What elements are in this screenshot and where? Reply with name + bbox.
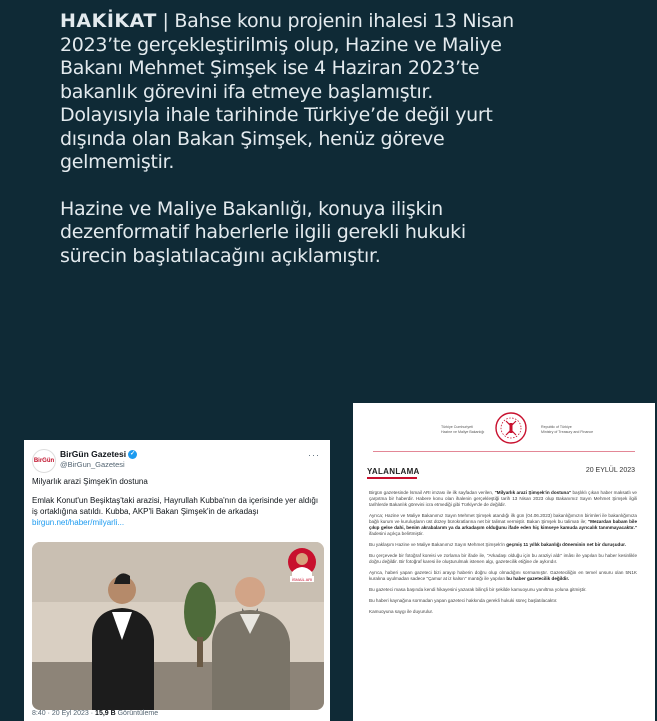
letter-header-en xyxy=(541,425,593,435)
tweet-body: Emlak Konut'un Beşiktaş'taki arazisi, Hayrullah Kubba'nın da içerisinde yer aldığı iş ortaklığına satıldı. Kubba, AKP'li Bakan Şimşek'in de arkadaşı xyxy=(32,496,319,516)
verdict-paragraph-1 xyxy=(60,10,530,175)
letter-paragraph xyxy=(369,490,637,508)
letter-text: Ayrıca, haberi yapan gazeteci bizi arayıp haberin doğru olup olmadığını sormamıştır. Gazeteciliğin en temel unsuru olan 5N1K kuralına uyulmadan sadece "Çamur at iz kalsın" mantığı ile yapılan xyxy=(369,570,637,581)
tweet-handle[interactable]: @BirGun_Gazetesi xyxy=(60,460,125,469)
verdict-tag: HAKİKAT xyxy=(60,10,157,32)
letter-date: 20 EYLÜL 2023 xyxy=(585,467,635,474)
letter-title-underline xyxy=(367,477,417,479)
letter-paragraph: Bu çerçevede bir fotoğraf koreisi ve zorlama bir ifade ile, "Arkadaşı olduğu için bu araziyi aldı" imâsı ile yapılan bu haber kesinlikle doğru değildir. Bir fotoğraf karesi ile oluşturulmak istenen algı, gazetecilik etiğine de aykırıdır. xyxy=(369,553,637,564)
letter-paragraph: Bu gazeteci masa başında kendi hikayesini yazarak bilinçli bir şekilde kamuoyunu yanıltma yoluna gitmiştir. xyxy=(369,587,587,592)
verdict-text-block xyxy=(60,10,530,268)
tweet-link[interactable]: birgun.net/haber/milyarli... xyxy=(32,518,125,527)
more-options-icon[interactable]: ··· xyxy=(308,450,320,460)
letter-header-en-line2: Ministry of Treasury and Finance xyxy=(541,430,594,434)
photo-caption: İSMAİL ARI xyxy=(291,577,313,582)
letter-quote: "Milyarlık arazi Şimşek'in dostuna" xyxy=(494,490,572,495)
letter-paragraph xyxy=(369,542,637,548)
verdict-text-1: Bahse konu projenin ihalesi 13 Nisan 2023’te gerçekleştirilmiş olup, Hazine ve Maliye Bakanı Mehmet Şimşek ise 4 Haziran 2023’te bakanlık görevini ifa etmeye başlamıştır. Dolayısıyla ihale tarihinde Türkiye’de değil yurt dışında olan Bakan Şimşek, henüz göreve gelmemiştir. xyxy=(60,10,514,173)
letter-text: başlıklı çıkan haber maksatlı ve çarpıtma bir haberdir. Habere konu olan ihalenin gerçekleştiği tarih 13 Nisan 2023 olup Bakanımız Sayın Mehmet Şimşek ilgili tarihlerde Bakanlık görevini icra etmediği gibi Türkiye'de de değildir. xyxy=(369,490,637,507)
letter-text: Ayrıca; Hazine ve Maliye Bakanımız Sayın Mehmet Şimşek atandığı ilk gün (04.06.2023) bakanlığımızın birimleri ile bakanlığımıza bağlı kurum ve kuruluşların üst düzey bürokratlarına net bir talimat vermiştir. Bakan Şimşek bu talimatı ile; xyxy=(369,513,637,524)
tweet-card xyxy=(24,440,330,721)
letter-body xyxy=(369,490,637,620)
tweet-photo[interactable] xyxy=(32,542,324,710)
tweet-headline: Milyarlık arazi Şimşek'in dostuna xyxy=(32,477,148,486)
letter-paragraph xyxy=(369,570,637,582)
verdict-separator: | xyxy=(156,10,175,32)
denial-letter xyxy=(353,403,655,721)
birgun-avatar[interactable]: BirGün xyxy=(32,449,56,473)
letter-title: YALANLAMA xyxy=(367,467,420,476)
letter-text: Birgün gazetesinde İsmail ARI imzası ile ilk sayfadan verilen, xyxy=(369,490,495,495)
letter-quote: "Mezardan babam bile çıkıp gelse dahi, benim akrabalarım ya da arkadaşım olduğunu ifade eden hiç kimseye kamuda ayrıcalık tanınmayacaktır." xyxy=(369,519,637,530)
letter-header-tr-line2: Hazine ve Maliye Bakanlığı xyxy=(441,430,485,434)
letter-header-tr xyxy=(441,425,484,435)
tweet-photo-illustration xyxy=(32,542,324,710)
letter-text: ifadesini açıkça belirtmiştir. xyxy=(369,531,424,536)
tweet-views-label: Görüntüleme xyxy=(115,710,159,717)
tweet-text xyxy=(32,476,322,528)
letter-header-en-line1: Republic of Türkiye xyxy=(541,425,572,429)
letter-paragraph: Bu haberi kaynağına sormadan yapan gazeteci hakkında gerekli hukuki süreç başlatılacaktır. xyxy=(369,598,558,603)
letter-header-divider xyxy=(373,451,635,452)
letter-paragraph: Kamuoyuna saygı ile duyurulur. xyxy=(369,609,434,614)
tweet-time[interactable]: 8:40 · 20 Eyl 2023 · xyxy=(32,710,96,717)
tweet-views-count: 15,9 B xyxy=(95,710,116,717)
ministry-emblem-icon xyxy=(493,411,529,445)
tweet-author[interactable] xyxy=(60,449,137,459)
verdict-paragraph-2: Hazine ve Maliye Bakanlığı, konuya ilişkin dezenformatif haberlerle ilgili gerekli hukuki sürecin başlatılacağını açıklamıştır. xyxy=(60,197,466,267)
tweet-author-name: BirGün Gazetesi xyxy=(60,449,127,459)
tweet-meta xyxy=(32,710,158,717)
letter-emphasis: bu haber gazetecilik değildir. xyxy=(506,576,570,581)
letter-paragraph xyxy=(369,513,637,537)
letter-text: Bu yaklaşım Hazine ve Maliye Bakanımız Sayın Mehmet Şimşek'in xyxy=(369,542,507,547)
verified-badge-icon: ✓ xyxy=(130,451,136,458)
letter-header-tr-line1: Türkiye Cumhuriyeti xyxy=(441,425,473,429)
letter-emphasis: geçmiş 11 yıllık bakanlığı döneminin net bir duruşudur. xyxy=(506,542,626,547)
